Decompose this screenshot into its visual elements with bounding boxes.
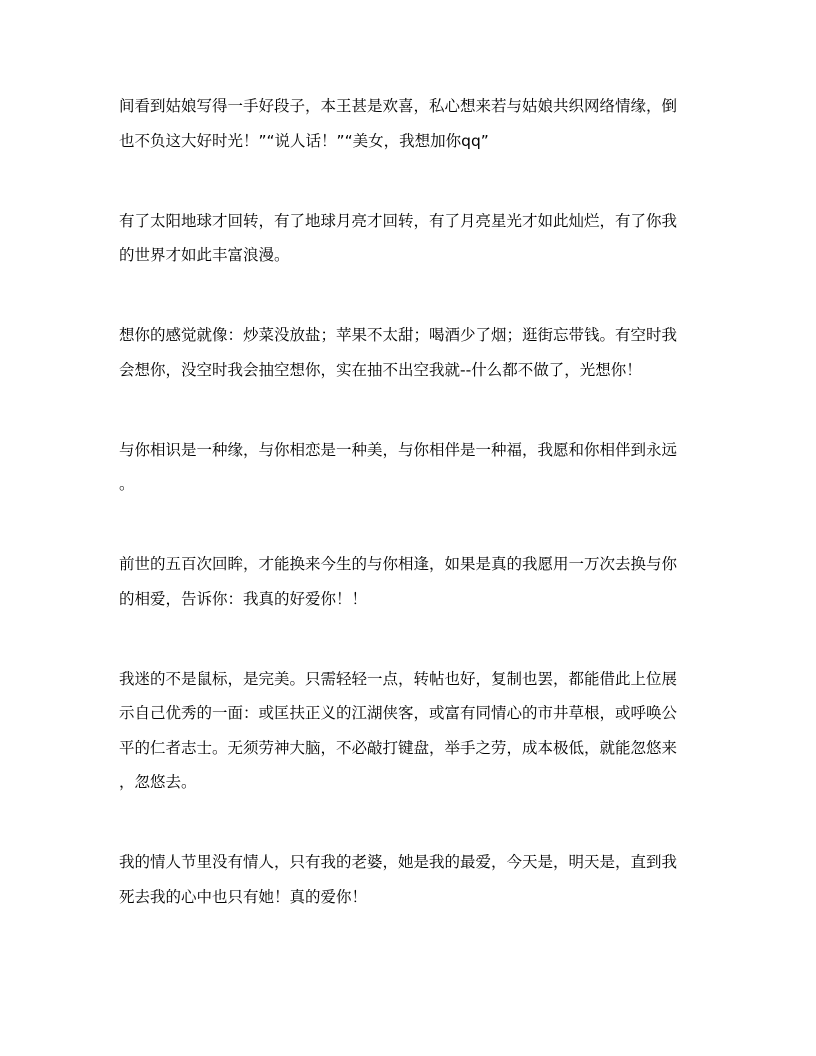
paragraph-6-line-1: 我迷的不是鼠标，是完美。只需轻轻一点，转帖也好，复制也罢，都能借此上位展 <box>119 670 678 688</box>
paragraph-3-line-2: 会想你，没空时我会抽空想你，实在抽不出空我就--什么都不做了，光想你！ <box>119 361 642 379</box>
paragraph-3-line-1: 想你的感觉就像：炒菜没放盐；苹果不太甜；喝酒少了烟；逛街忘带钱。有空时我 <box>119 326 678 344</box>
paragraph-7-line-2: 死去我的心中也只有她！真的爱你！ <box>119 888 368 906</box>
paragraph-1-line-1: 间看到姑娘写得一手好段子，本王甚是欢喜，私心想来若与姑娘共织网络情缘，倒 <box>119 97 678 115</box>
paragraph-6-line-2: 示自己优秀的一面：或匡扶正义的江湖侠客，或富有同情心的市井草根，或呼唤公 <box>119 704 678 722</box>
paragraph-5-line-1: 前世的五百次回眸，才能换来今生的与你相逢，如果是真的我愿用一万次去换与你 <box>119 555 678 573</box>
paragraph-7-line-1: 我的情人节里没有情人，只有我的老婆，她是我的最爱，今天是，明天是，直到我 <box>119 853 678 871</box>
paragraph-1-line-2: 也不负这大好时光！”“说人话！”“美女，我想加你qq” <box>119 132 489 150</box>
paragraph-5-line-2: 的相爱，告诉你：我真的好爱你！！ <box>119 590 368 608</box>
paragraph-2-line-2: 的世界才如此丰富浪漫。 <box>119 246 290 264</box>
paragraph-4-line-1: 与你相识是一种缘，与你相恋是一种美，与你相伴是一种福，我愿和你相伴到永远 <box>119 441 678 459</box>
paragraph-4-line-2: 。 <box>119 475 135 493</box>
paragraph-6-line-4: ，忽悠去。 <box>119 773 197 791</box>
paragraph-6-line-3: 平的仁者志士。无须劳神大脑，不必敲打键盘，举手之劳，成本极低，就能忽悠来 <box>119 739 678 757</box>
paragraph-2-line-1: 有了太阳地球才回转，有了地球月亮才回转，有了月亮星光才如此灿烂，有了你我 <box>119 212 678 230</box>
